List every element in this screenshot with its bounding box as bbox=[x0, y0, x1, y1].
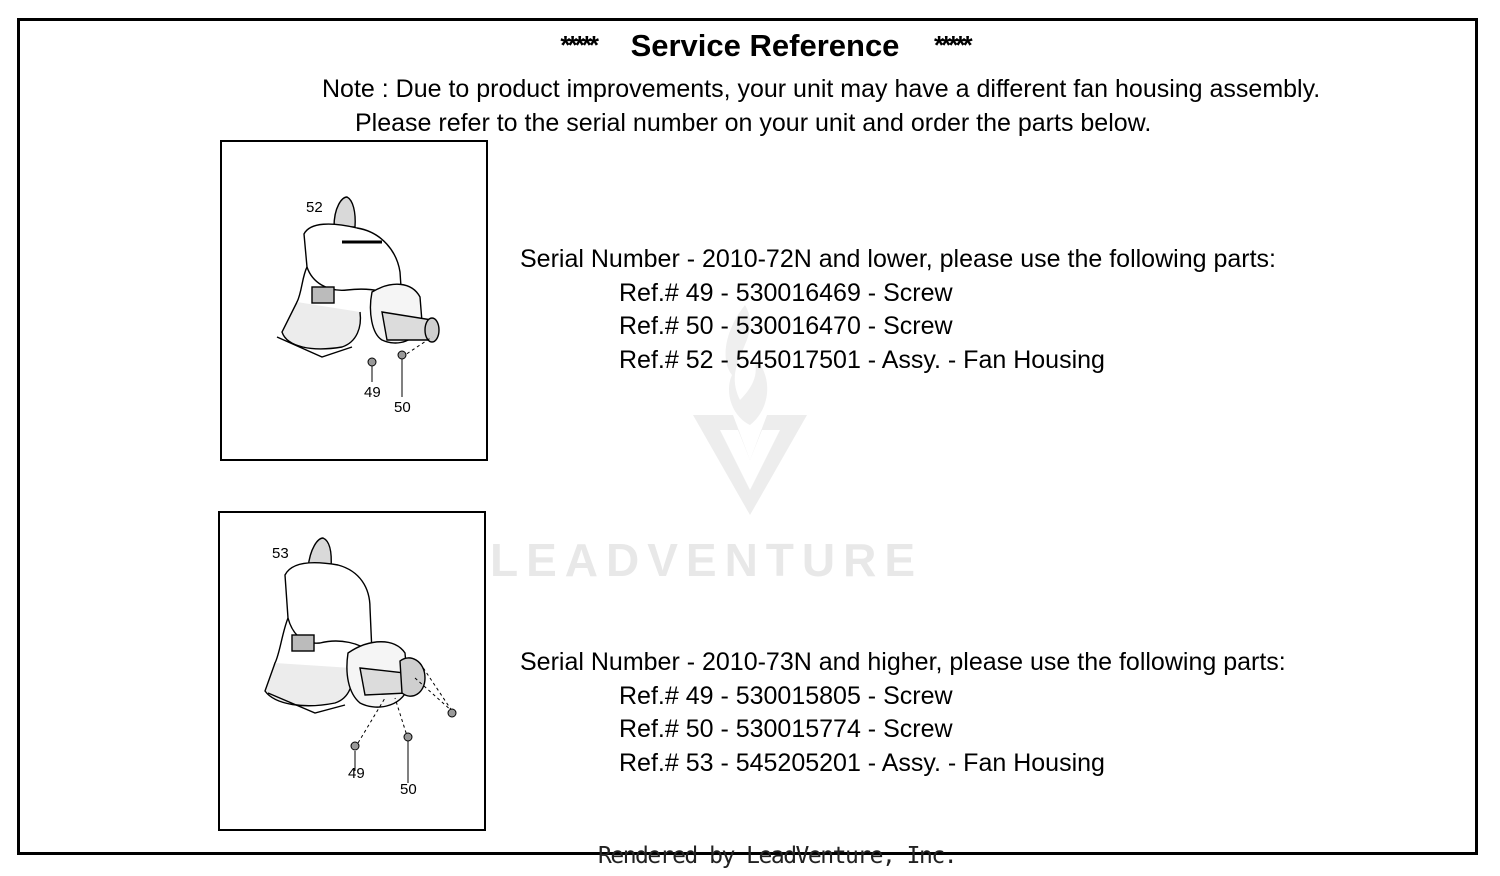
note-line-2: Please refer to the serial number on your unit and order the parts below. bbox=[355, 109, 1152, 137]
callout-screw-50: 50 bbox=[394, 399, 411, 416]
fan-housing-illustration-2 bbox=[220, 513, 484, 829]
part-line: Ref.# 49 - 530015805 - Screw bbox=[619, 681, 953, 710]
serial-heading-new: Serial Number - 2010-73N and higher, please use the following parts: bbox=[520, 648, 1286, 676]
footer-credit: Rendered by LeadVenture, Inc. bbox=[598, 843, 957, 869]
part-line: Ref.# 52 - 545017501 - Assy. - Fan Housing bbox=[619, 346, 1105, 375]
fan-housing-diagram-old bbox=[220, 140, 488, 461]
parts-block-new bbox=[520, 646, 1286, 781]
stars-right: ***** bbox=[934, 30, 970, 60]
callout-housing: 52 bbox=[306, 199, 323, 216]
callout-screw-49: 49 bbox=[364, 384, 381, 401]
stars-left: ***** bbox=[560, 30, 596, 60]
callout-screw-49-2: 49 bbox=[348, 765, 365, 782]
callout-screw-50-2: 50 bbox=[400, 781, 417, 798]
page-title: Service Reference bbox=[630, 28, 900, 63]
parts-block-old bbox=[520, 243, 1276, 378]
title-row bbox=[0, 28, 1500, 64]
part-line: Ref.# 49 - 530016469 - Screw bbox=[619, 278, 953, 307]
part-line: Ref.# 50 - 530016470 - Screw bbox=[619, 312, 953, 341]
watermark-text: LEADVENTURE bbox=[490, 534, 924, 586]
fan-housing-illustration bbox=[222, 142, 486, 459]
part-line: Ref.# 50 - 530015774 - Screw bbox=[619, 715, 953, 744]
note-line-1: Note : Due to product improvements, your unit may have a different fan housing assembly. bbox=[322, 75, 1321, 103]
fan-housing-diagram-new bbox=[218, 511, 486, 831]
part-line: Ref.# 53 - 545205201 - Assy. - Fan Housing bbox=[619, 749, 1105, 778]
serial-heading-old: Serial Number - 2010-72N and lower, please use the following parts: bbox=[520, 245, 1276, 273]
callout-housing-2: 53 bbox=[272, 545, 289, 562]
